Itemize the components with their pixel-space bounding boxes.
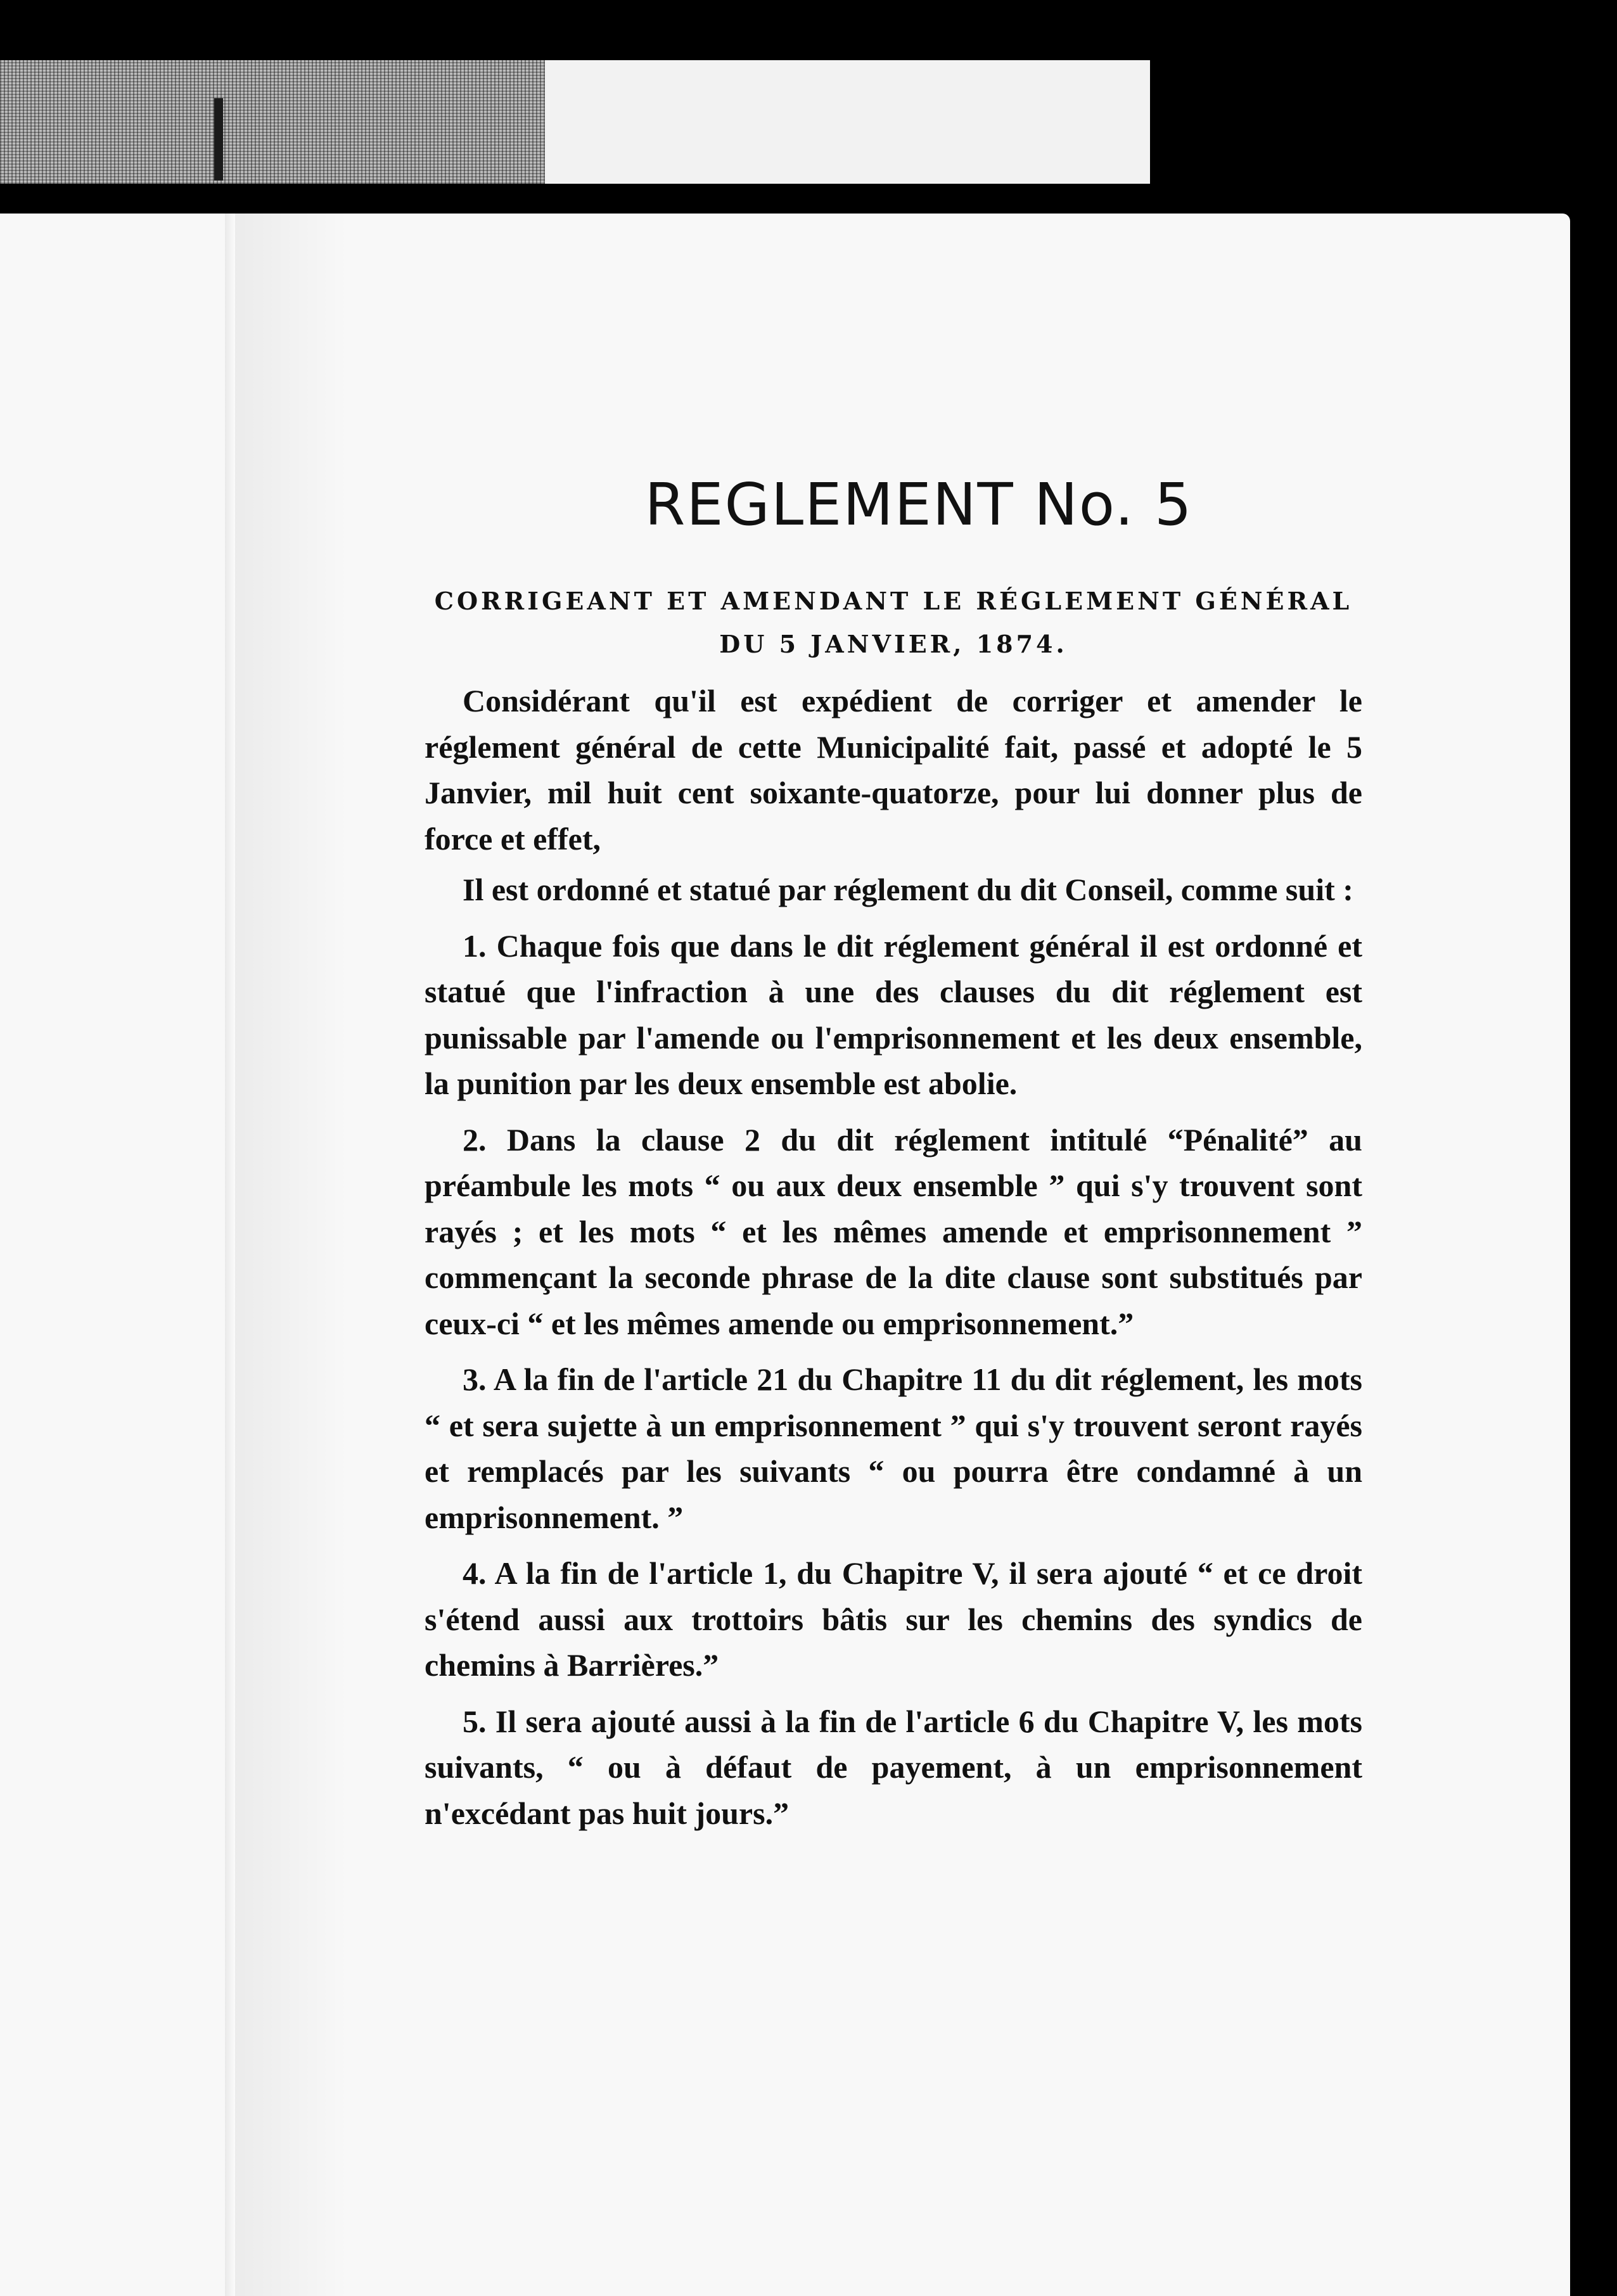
page-gutter-fold [225, 214, 235, 2296]
article-1-paragraph: 1. Chaque fois que dans le dit réglement général il est ordonné et statué que l'infraction à une des clauses du dit réglement est punissable par l'amende ou l'emprisonnement et les deux ensemble, la punition par les deux ensemble est abolie. [425, 928, 1362, 1101]
article-2-paragraph: 2. Dans la clause 2 du dit réglement intitulé “Pénalité” au préambule les mots “ ou aux deux ensemble ” qui s'y trouvent sont rayés ; et les mots “ et les mêmes amende et emprisonnement ” commençant la seconde phrase de la dite clause sont substitués par ceux-ci “ et les mêmes amende ou emprisonnement.” [425, 1121, 1362, 1341]
article-5-paragraph: 5. Il sera ajouté aussi à la fin de l'article 6 du Chapitre V, les mots suivants, “ ou à défaut de payement, à un emprisonnement n'excédant pas huit jours.” [425, 1703, 1362, 1831]
enactment-paragraph: Il est ordonné et statué par réglement du dit Conseil, comme suit : [463, 872, 1353, 907]
page-gutter-shadow [235, 214, 349, 2296]
binding-notch [214, 98, 223, 181]
article-3-paragraph: 3. A la fin de l'article 21 du Chapitre 11 du dit réglement, les mots “ et sera sujette à un emprisonnement ” qui s'y trouvent seront rayés et remplacés par les suivants “ ou pourra être condamné à un emprisonnement. ” [425, 1362, 1362, 1535]
document-body [425, 678, 1362, 1841]
preamble-paragraph: Considérant qu'il est expédient de corriger et amender le réglement général de cette Municipalité fait, passé et adopté le 5 Janvier, mil huit cent soixante-quatorze, pour lui donner plus de force et effet, [425, 683, 1362, 857]
cloth-binding-texture [0, 60, 545, 184]
document-title: REGLEMENT No. 5 [644, 471, 1193, 539]
article-4-paragraph: 4. A la fin de l'article 1, du Chapitre V, il sera ajouté “ et ce droit s'étend aussi aux trottoirs bâtis sur les chemins des syndics de chemins à Barrières.” [425, 1555, 1362, 1683]
document-subtitle: CORRIGEANT ET AMENDANT LE RÉGLEMENT GÉNÉRAL DU 5 JANVIER, 1874. [434, 587, 1353, 658]
